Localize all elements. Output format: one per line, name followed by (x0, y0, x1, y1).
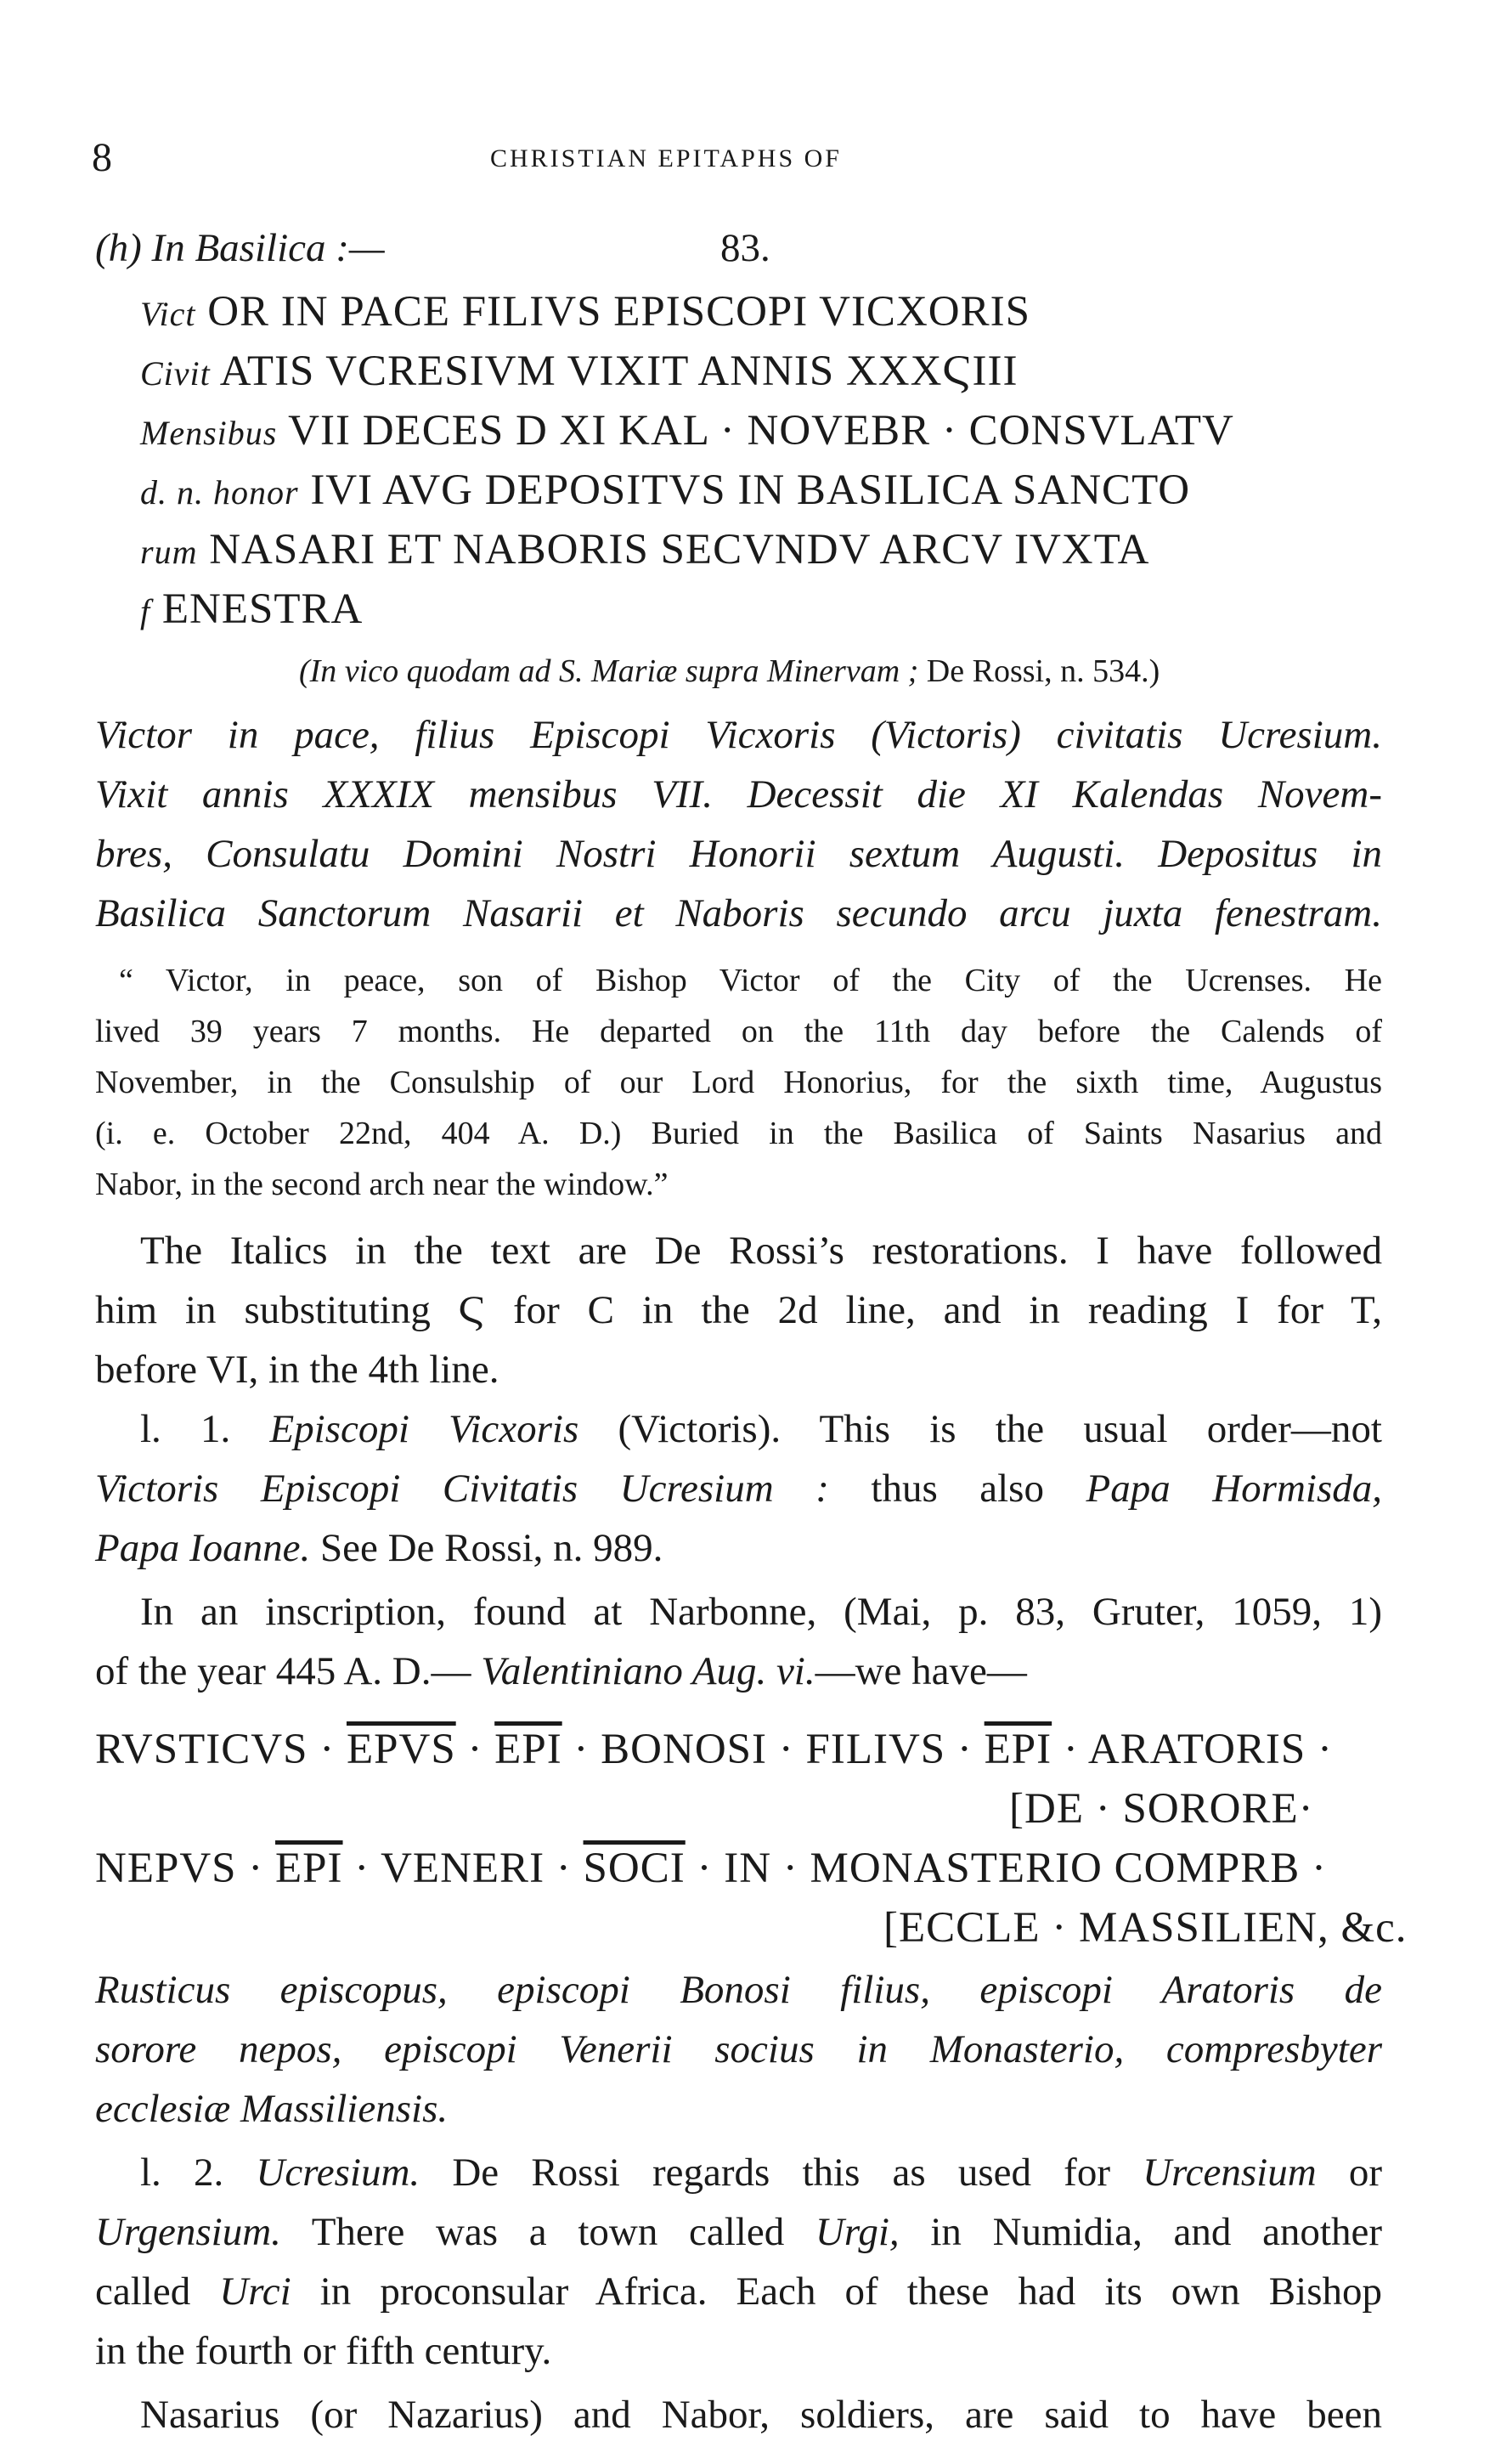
restoration-line: Basilica Sanctorum Nasarii et Naboris secundo arcu juxta fenestram. (95, 891, 1382, 935)
translation-line: Nabor, in the second arch near the window.” (95, 1167, 669, 1202)
latin-line: ecclesiæ Massiliensis. (95, 2087, 449, 2131)
source-citation: (In vico quodam ad S. Mariæ supra Minervam ; De Rossi, n. 534.) (299, 653, 1160, 689)
translation-line: lived 39 years 7 months. He departed on the 11th day before the Calends of (95, 1014, 1382, 1049)
running-head: CHRISTIAN EPITAPHS OF (490, 144, 842, 172)
restored-text: Vict (140, 295, 196, 333)
commentary-line: Papa Ioanne. See De Rossi, n. 989. (95, 1526, 663, 1570)
inscription-line: [DE · SORORE· (1009, 1785, 1314, 1833)
commentary-line: him in substituting Ϛ for C in the 2d line, and in reading I for T, (95, 1288, 1382, 1332)
inscription-line: [ECCLE · MASSILIEN, &c. (883, 1904, 1408, 1952)
latin-line: sorore nepos, episcopi Venerii socius in Monasterio, compresbyter (95, 2027, 1382, 2071)
inscription-text: VII DECES D XI KAL · NOVEBR · CONSVLATV (277, 407, 1234, 455)
translation-line: November, in the Consulship of our Lord Honorius, for the sixth time, Augustus (95, 1065, 1382, 1100)
abbreviation-mark: $\overline{EPI}$ (494, 1726, 562, 1773)
inscription-line (140, 466, 1190, 515)
inscription-line (140, 525, 1150, 574)
inscription-line: RVSTICVS · EPVS · $\overline{EPI}$ · BONOSI · FILIVS · $\overline{EPI}$ · ARATORIS · (95, 1726, 1334, 1773)
abbreviation-mark: $\overline{EPI}$ (275, 1845, 343, 1892)
abbreviation-mark: SOCI (583, 1845, 686, 1892)
latin-line: Rusticus episcopus, episcopi Bonosi filius, episcopi Aratoris de (95, 1968, 1382, 2012)
note-line: Nasarius (or Nazarius) and Nabor, soldiers, are said to have been (140, 2393, 1382, 2437)
abbreviation-mark: EPVS (346, 1726, 456, 1773)
translation-line: “ Victor, in peace, son of Bishop Victor of the City of the Ucrenses. He (119, 963, 1382, 998)
commentary-line: The Italics in the text are De Rossi’s restorations. I have followed (140, 1229, 1382, 1273)
translation-line: (i. e. October 22nd, 404 A. D.) Buried in the Basilica of Saints Nasarius and (95, 1116, 1382, 1151)
note-line: in the fourth or fifth century. (95, 2329, 552, 2373)
restoration-line: bres, Consulatu Domini Nostri Honorii sextum Augusti. Depositus in (95, 832, 1382, 876)
inscription-line (140, 406, 1234, 455)
inscription-text: NASARI ET NABORIS SECVNDV ARCV IVXTA (197, 526, 1150, 574)
inscription-text: OR IN PACE FILIVS EPISCOPI VICXORIS (195, 288, 1030, 336)
page-number: 8 (92, 135, 112, 180)
commentary-line: In an inscription, found at Narbonne, (Mai, p. 83, Gruter, 1059, 1) (140, 1590, 1382, 1634)
commentary-line: l. 1. Episcopi Vicxoris (Victoris). This is the usual order—not (140, 1407, 1382, 1451)
inscription-text: ENESTRA (150, 585, 364, 633)
restored-text: d. n. honor (140, 473, 299, 511)
restoration-line: Victor in pace, filius Episcopi Vicxoris (Victoris) civitatis Ucresium. (95, 713, 1382, 757)
inscription-line: NEPVS · $\overline{EPI}$ · VENERI · SOCI · IN · MONASTERIO COMPRB · (95, 1845, 1327, 1892)
abbreviation-mark: $\overline{EPI}$ (984, 1726, 1052, 1773)
restoration-line: Vixit annis XXXIX mensibus VII. Decessit die XI Kalendas Novem- (95, 772, 1382, 817)
inscription-line (140, 287, 1030, 336)
restored-text: Civit (140, 354, 211, 393)
note-line: called Urci in proconsular Africa. Each of these had its own Bishop (95, 2269, 1382, 2314)
inscription-text: ATIS VCRESIVM VIXIT ANNIS XXXϚIII (210, 348, 1019, 395)
restored-text: rum (140, 533, 198, 571)
note-line: l. 2. Ucresium. De Rossi regards this as used for Urcensium or (140, 2150, 1382, 2195)
location-label: (h) In Basilica :— (95, 226, 385, 270)
commentary-line: before VI, in the 4th line. (95, 1348, 499, 1392)
inscription-text: IVI AVG DEPOSITVS IN BASILICA SANCTO (298, 466, 1191, 514)
restored-text: Mensibus (140, 414, 278, 452)
restored-text: f (140, 592, 151, 630)
entry-number: 83. (720, 226, 770, 270)
commentary-line: of the year 445 A. D.— Valentiniano Aug. vi.—we have— (95, 1649, 1027, 1693)
note-line: Urgensium. There was a town called Urgi, in Numidia, and another (95, 2210, 1383, 2254)
commentary-line: Victoris Episcopi Civitatis Ucresium : thus also Papa Hormisda, (95, 1467, 1383, 1511)
inscription-line (140, 347, 1018, 396)
inscription-line (140, 585, 363, 634)
